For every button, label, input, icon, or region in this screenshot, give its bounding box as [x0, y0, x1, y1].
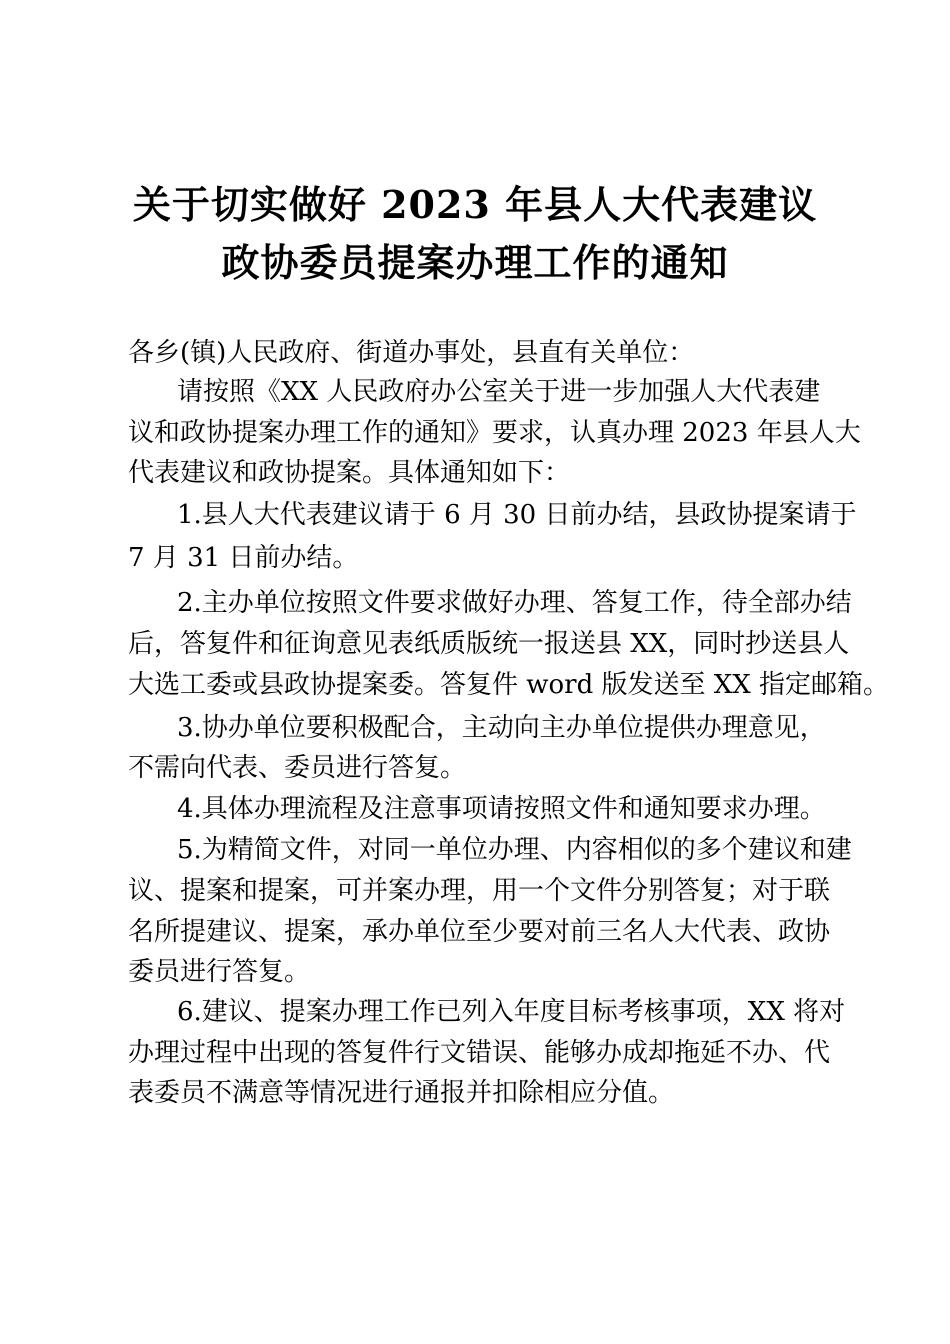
item-6-line: 办理过程中出现的答复件行文错误、能够办成却拖延不办、代 [128, 1038, 831, 1068]
body-line: 请按照《XX 人民政府办公室关于进一步加强人大代表建 [177, 377, 821, 407]
item-4-line: 4.具体办理流程及注意事项请按照文件和通知要求办理。 [177, 794, 826, 824]
item-2-line: 2.主办单位按照文件要求做好办理、答复工作，待全部办结 [177, 588, 852, 618]
item-5-line: 议、提案和提案，可并案办理，用一个文件分别答复；对于联 [128, 876, 831, 906]
document-title-line-2: 政协委员提案办理工作的通知 [221, 240, 729, 285]
item-5-line: 5.为精简文件，对同一单位办理、内容相似的多个建议和建 [177, 835, 852, 865]
item-1-line: 1.县人大代表建议请于 6 月 30 日前办结，县政协提案请于 [177, 500, 857, 530]
item-1-line: 7 月 31 日前办结。 [128, 543, 359, 573]
item-2-line: 后，答复件和征询意见表纸质版统一报送县 XX，同时抄送县人 [128, 629, 850, 659]
item-6-line: 表委员不满意等情况进行通报并扣除相应分值。 [128, 1078, 675, 1108]
body-line: 代表建议和政协提案。具体通知如下： [128, 458, 571, 488]
item-5-line: 名所提建议、提案，承办单位至少要对前三名人大代表、政协 [128, 917, 831, 947]
item-6-line: 6.建议、提案办理工作已列入年度目标考核事项，XX 将对 [177, 997, 846, 1027]
item-2-line: 大选工委或县政协提案委。答复件 word 版发送至 XX 指定邮箱。 [128, 670, 890, 700]
item-3-line: 不需向代表、委员进行答复。 [128, 753, 467, 783]
salutation-line: 各乡(镇)人民政府、街道办事处，县直有关单位： [128, 338, 695, 368]
document-title-line-1: 关于切实做好 2023 年县人大代表建议 [132, 182, 818, 227]
body-line: 议和政协提案办理工作的通知》要求，认真办理 2023 年县人大 [128, 418, 861, 448]
item-3-line: 3.协办单位要积极配合，主动向主办单位提供办理意见， [177, 713, 826, 743]
item-5-line: 委员进行答复。 [128, 957, 311, 987]
